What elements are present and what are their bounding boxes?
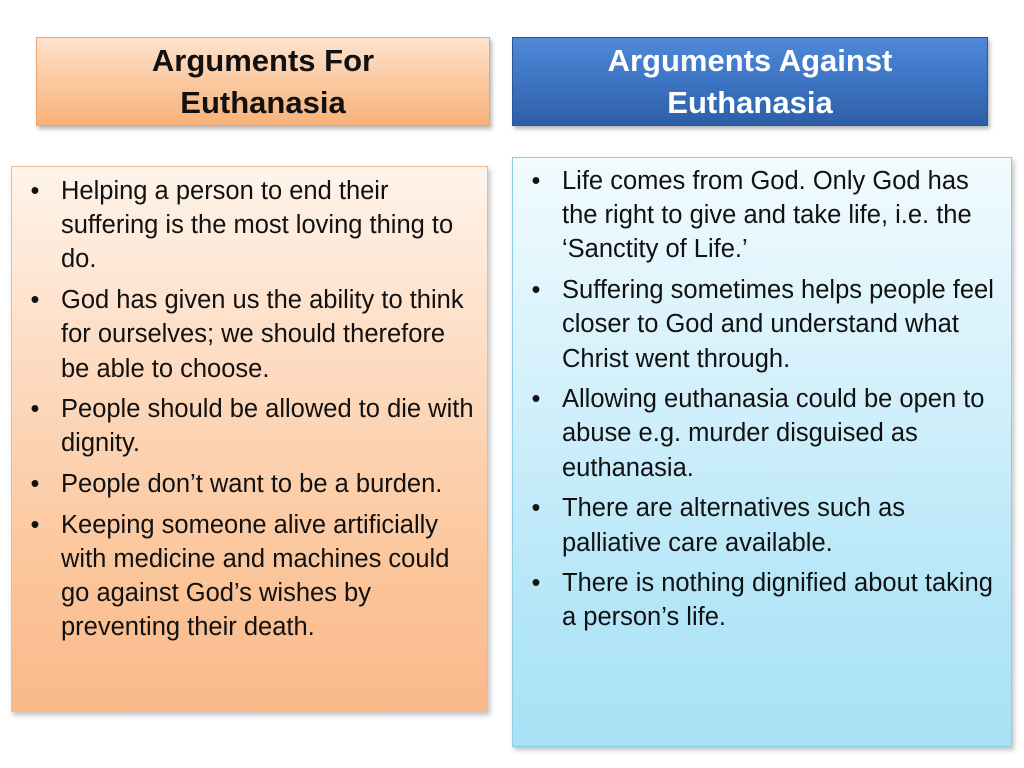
for-point-text: Helping a person to end their suffering is the most loving thing to do. [61,177,454,274]
bullet-icon: • [531,167,541,195]
for-point-text: Keeping someone alive artificially with medicine and machines could go against God’s wishes by preventing their death. [61,510,450,642]
against-point-1 [513,164,1005,267]
bullet-icon: • [531,494,541,523]
against-point-4 [513,491,1005,559]
bullet-icon: • [531,385,541,414]
bullet-icon: • [531,569,541,598]
bullet-icon: • [30,286,40,315]
bullet-icon: • [30,510,40,539]
arguments-for-list [12,167,487,645]
against-point-text: There is nothing dignified about taking a person’s life. [562,569,993,632]
against-point-5 [513,566,1005,634]
arguments-for-panel [11,166,488,712]
against-point-2 [513,273,1005,376]
against-point-text: Allowing euthanasia could be open to abuse e.g. murder disguised as euthanasia. [562,385,985,482]
arguments-against-panel [512,157,1012,747]
arguments-against-heading [512,37,988,126]
against-point-text: Suffering sometimes helps people feel closer to God and understand what Christ went through. [562,276,994,373]
bullet-icon: • [30,177,40,205]
for-point-4 [12,467,479,501]
for-point-text: God has given us the ability to think for ourselves; we should therefore be able to choose. [61,286,464,383]
for-point-1 [12,174,479,277]
for-point-text: People don’t want to be a burden. [61,470,443,499]
for-point-text: People should be allowed to die with dignity. [61,395,474,458]
arguments-for-heading-text: Arguments For Euthanasia [151,42,375,120]
for-point-2 [12,283,479,386]
for-point-3 [12,392,479,460]
bullet-icon: • [30,395,40,424]
bullet-icon: • [531,276,541,305]
arguments-against-heading-text: Arguments Against Euthanasia [607,42,893,120]
arguments-for-heading [36,37,490,126]
against-point-3 [513,382,1005,485]
against-point-text: Life comes from God. Only God has the right to give and take life, i.e. the ‘Sanctity of Life.’ [562,167,972,264]
against-point-text: There are alternatives such as palliative care available. [562,494,906,557]
arguments-against-list [513,158,1011,635]
bullet-icon: • [30,470,40,499]
for-point-5 [12,508,479,645]
